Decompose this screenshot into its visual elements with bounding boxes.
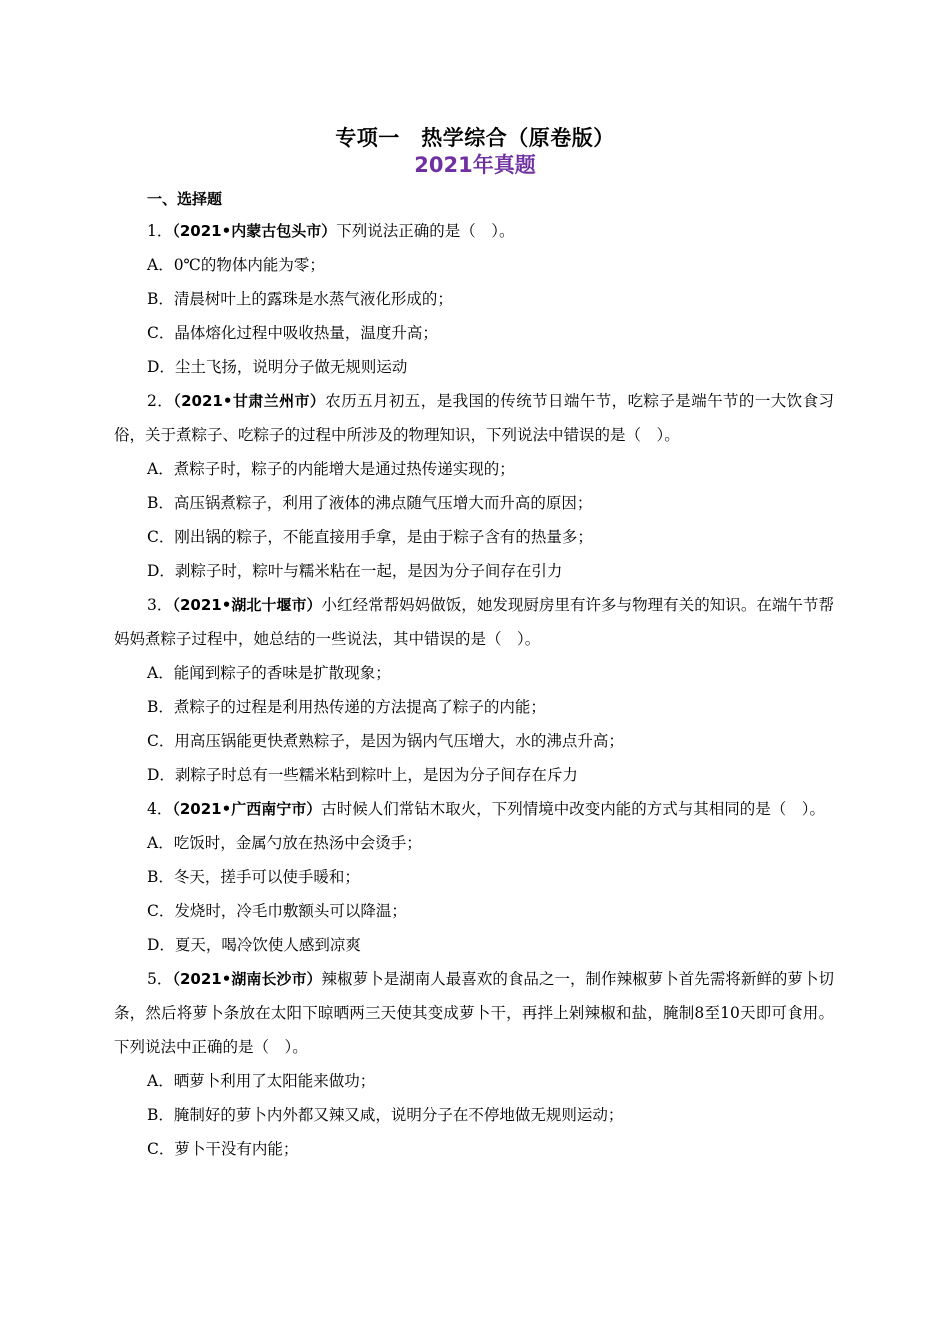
question-2-option-a: A．煮粽子时，粽子的内能增大是通过热传递实现的； (147, 460, 515, 478)
question-4-option-d: D．夏天，喝冷饮使人感到凉爽 (147, 936, 361, 954)
question-3-option-b: B．煮粽子的过程是利用热传递的方法提高了粽子的内能； (147, 698, 546, 716)
question-5-option-a: A．晒萝卜利用了太阳能来做功； (147, 1072, 376, 1090)
question-5-option-b: B．腌制好的萝卜内外都又辣又咸，说明分子在不停地做无规则运动； (147, 1106, 624, 1124)
question-source: （2021•甘肃兰州市） (173, 392, 326, 410)
question-number: 5． (147, 970, 173, 988)
question-3-option-d: D．剥粽子时总有一些糯米粘到粽叶上，是因为分子间存在斥力 (147, 766, 578, 784)
question-text: 小红经常帮妈妈做饭，她发现厨房里有许多与物理有关的知识。在端午节帮妈妈煮粽子过程中，她总结的一些说法，其中错误的是（ ）。 (114, 596, 834, 648)
question-text: 农历五月初五，是我国的传统节日端午节，吃粽子是端午节的一大饮食习俗，关于煮粽子、吃粽子的过程中所涉及的物理知识，下列说法中错误的是（ ）。 (114, 392, 834, 444)
question-3-option-a: A．能闻到粽子的香味是扩散现象； (147, 664, 391, 682)
question-source: （2021•广西南宁市） (172, 800, 322, 818)
question-number: 2． (147, 392, 174, 410)
question-4-option-b: B．冬天，搓手可以使手暖和； (147, 868, 360, 886)
question-5-option-c: C．萝卜干没有内能； (147, 1140, 299, 1158)
question-4-option-a: A．吃饭时，金属勺放在热汤中会烫手； (147, 834, 422, 852)
question-source: （2021•湖南长沙市） (172, 970, 322, 988)
question-text: 古时候人们常钻木取火，下列情境中改变内能的方式与其相同的是（ ）。 (321, 800, 825, 818)
question-4-option-c: C．发烧时，冷毛巾敷额头可以降温； (147, 902, 407, 920)
question-1-option-c: C．晶体熔化过程中吸收热量，温度升高； (147, 324, 438, 342)
question-2-option-d: D．剥粽子时，粽叶与糯米粘在一起，是因为分子间存在引力 (147, 562, 563, 580)
question-1-option-a: A．0℃的物体内能为零； (147, 256, 325, 274)
question-5-stem (114, 962, 834, 1064)
page-subtitle: 2021年真题 (414, 153, 536, 177)
question-2-option-c: C．刚出锅的粽子，不能直接用手拿，是由于粽子含有的热量多； (147, 528, 593, 546)
page-title: 专项一 热学综合（原卷版） (335, 126, 615, 150)
question-source: （2021•湖北十堰市） (172, 596, 322, 614)
question-text: 辣椒萝卜是湖南人最喜欢的食品之一，制作辣椒萝卜首先需将新鲜的萝卜切条，然后将萝卜条放在太阳下晾晒两三天使其变成萝卜干，再拌上剁辣椒和盐，腌制8至10天即可食用。下列说法中正确的是（ ）。 (114, 970, 834, 1056)
question-2-stem (114, 384, 834, 452)
question-1-option-b: B．清晨树叶上的露珠是水蒸气液化形成的； (147, 290, 453, 308)
section-heading: 一、选择题 (147, 190, 223, 208)
question-list (114, 214, 834, 1166)
question-3-stem (114, 588, 834, 656)
question-1-stem (114, 214, 834, 248)
question-text: 下列说法正确的是（ ）。 (336, 222, 515, 240)
question-4-stem (114, 792, 834, 826)
question-1-option-d: D．尘土飞扬，说明分子做无规则运动 (147, 358, 408, 376)
question-source: （2021•内蒙古包头市） (172, 222, 337, 240)
question-number: 3． (147, 596, 173, 614)
question-number: 1． (147, 222, 173, 240)
question-2-option-b: B．高压锅煮粽子，利用了液体的沸点随气压增大而升高的原因； (147, 494, 593, 512)
question-3-option-c: C．用高压锅能更快煮熟粽子，是因为锅内气压增大，水的沸点升高； (147, 732, 624, 750)
question-number: 4． (147, 800, 173, 818)
